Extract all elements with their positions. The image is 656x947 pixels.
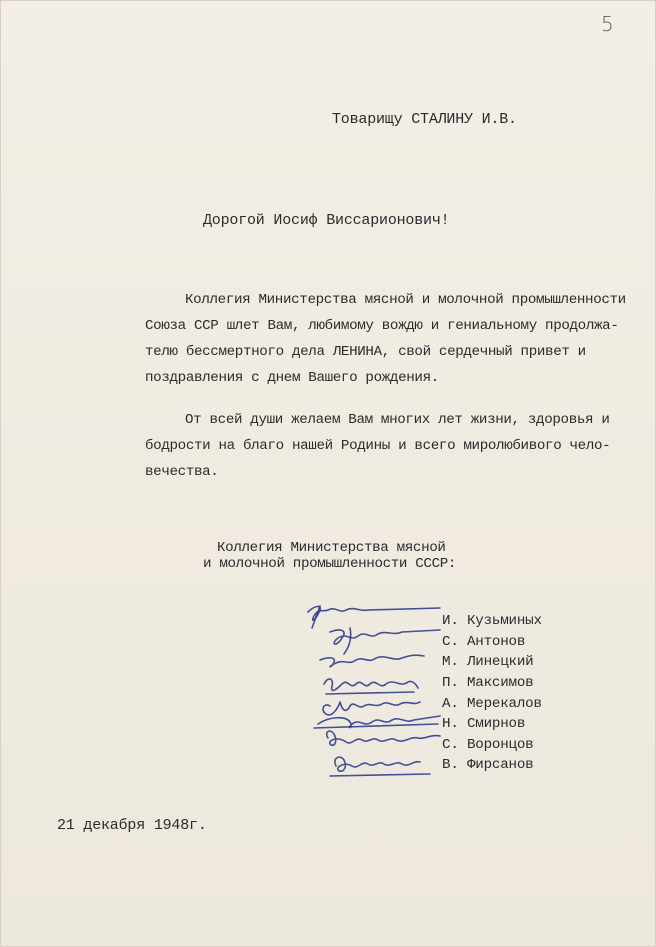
signer-name: П. Максимов bbox=[442, 675, 534, 691]
paragraph-line: Коллегия Министерства мясной и молочной промышленности bbox=[185, 292, 626, 308]
paragraph-line: вечества. bbox=[145, 464, 219, 480]
paragraph-line: поздравления с днем Вашего рождения. bbox=[145, 370, 439, 386]
signer-name: М. Линецкий bbox=[442, 654, 534, 670]
salutation: Дорогой Иосиф Виссарионович! bbox=[203, 212, 450, 229]
handwritten-signatures bbox=[290, 598, 460, 788]
signer-name: С. Воронцов bbox=[442, 737, 534, 753]
document-date: 21 декабря 1948г. bbox=[57, 817, 207, 834]
signer-name: И. Кузьминых bbox=[442, 613, 542, 629]
signer-name: С. Антонов bbox=[442, 634, 526, 650]
addressee: Товарищу СТАЛИНУ И.В. bbox=[332, 111, 517, 128]
signer-name: В. Фирсанов bbox=[442, 757, 534, 773]
signature-header-line: и молочной промышленности СССР: bbox=[203, 556, 457, 572]
signer-name: А. Мерекалов bbox=[442, 696, 542, 712]
paragraph-line: бодрости на благо нашей Родины и всего миролюбивого чело- bbox=[145, 438, 611, 454]
signer-name: Н. Смирнов bbox=[442, 716, 526, 732]
signature-header-line: Коллегия Министерства мясной bbox=[217, 540, 446, 556]
paragraph-line: телю бессмертного дела ЛЕНИНА, свой сердечный привет и bbox=[145, 344, 586, 360]
page-number: 5 bbox=[601, 12, 614, 36]
paragraph-line: От всей души желаем Вам многих лет жизни, здоровья и bbox=[185, 412, 610, 428]
paragraph-line: Союза ССР шлет Вам, любимому вождю и гениальному продолжа- bbox=[145, 318, 619, 334]
